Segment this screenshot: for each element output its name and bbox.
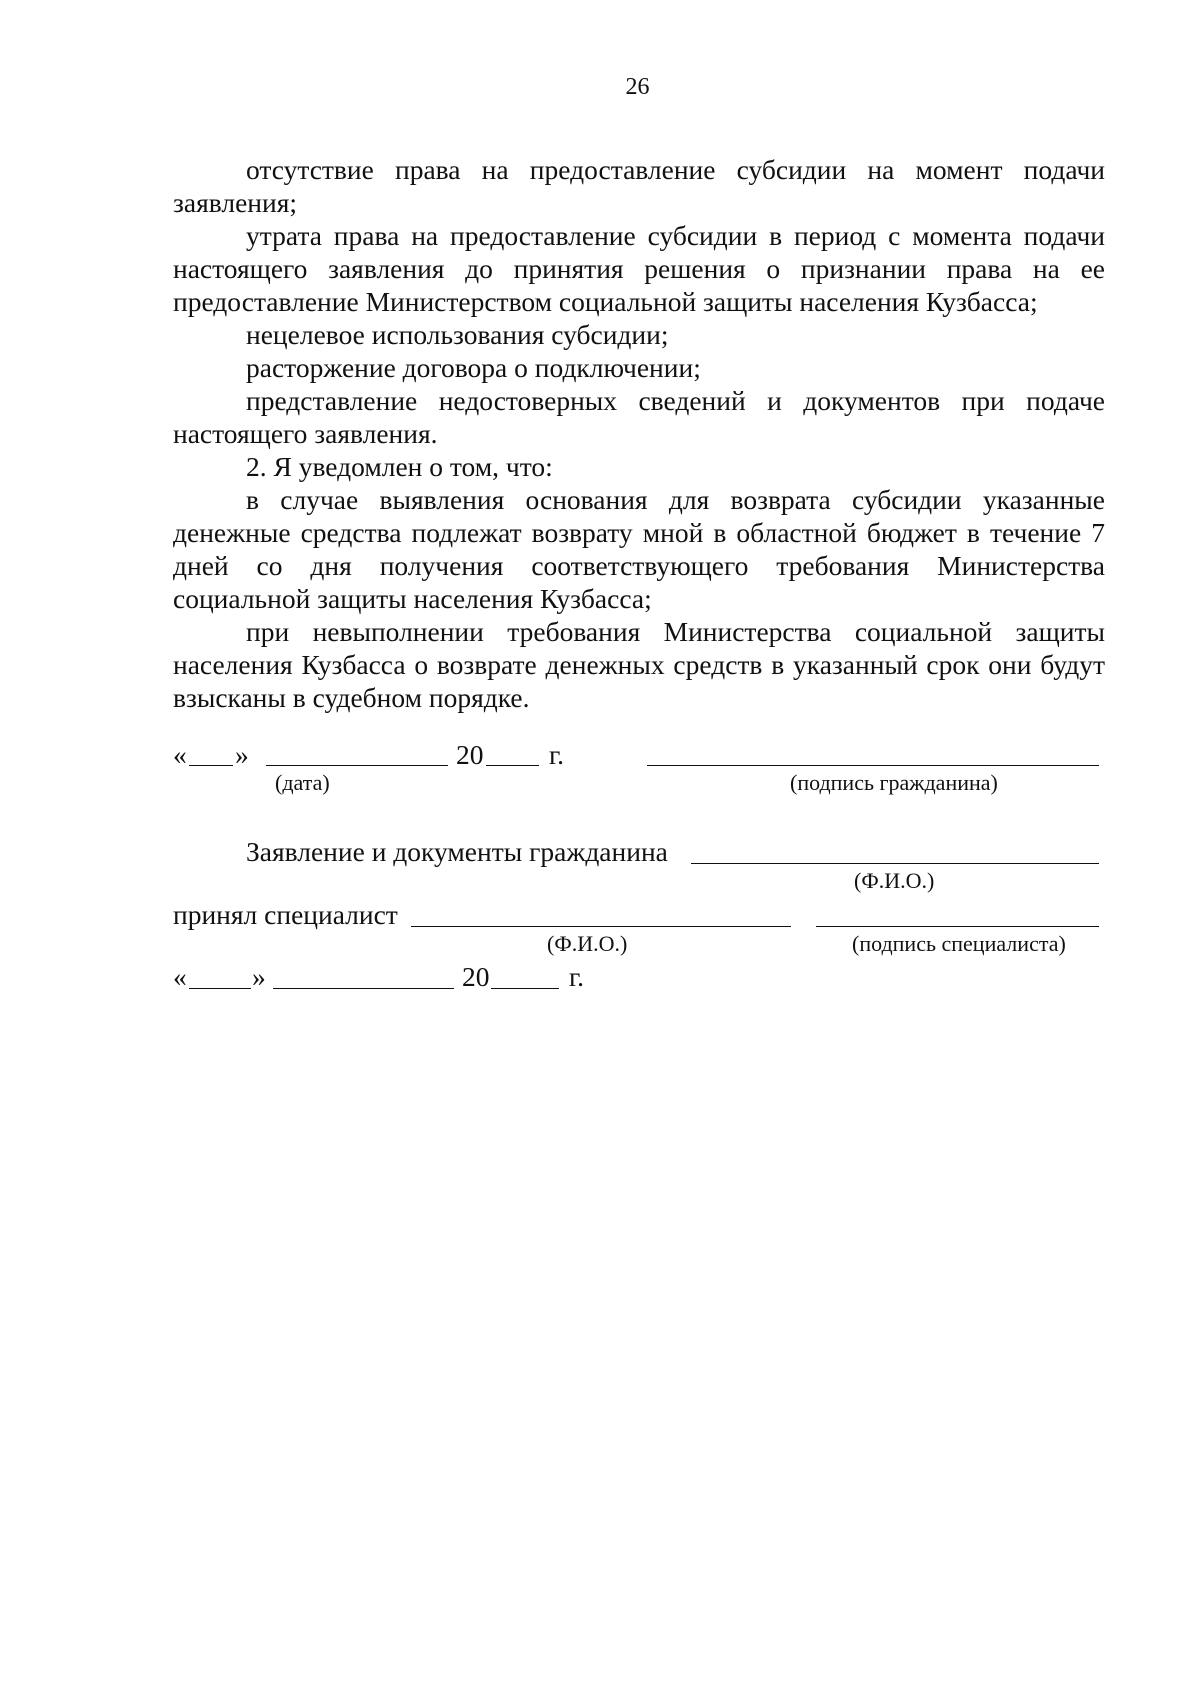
paragraph-contract-termination: расторжение договора о подключении; (246, 352, 701, 383)
paragraph-false-info: представление недостоверных сведений и документов при подаче настоящего заявления. (173, 385, 1105, 449)
page-number: 26 (625, 74, 650, 100)
signature-form (173, 740, 1105, 1000)
specialist-signature-caption: (подпись специалиста) (852, 931, 1066, 956)
paragraph-court-recovery: при невыполнении требования Министерства социальной защиты населения Кузбасса о возврате денежных средств в указанный срок они будут взысканы в судебном порядке. (173, 616, 1105, 713)
citizen-fio-field[interactable] (691, 863, 1099, 864)
date-caption: (дата) (275, 770, 330, 795)
paragraph-misuse: нецелевое использования субсидии; (246, 319, 669, 350)
citizen-fio-caption: (Ф.И.О.) (854, 868, 935, 893)
specialist-fio-caption: (Ф.И.О.) (547, 931, 628, 956)
citizen-signature-caption: (подпись гражданина) (790, 770, 998, 795)
date-quote-open: « (173, 739, 187, 770)
specialist-label: принял специалист (173, 899, 398, 930)
date-year-suffix: г. (549, 739, 565, 770)
document-body (173, 153, 1105, 714)
date-month-field[interactable] (266, 765, 448, 766)
date-quote-close: » (235, 739, 249, 770)
acceptance-label: Заявление и документы гражданина (246, 836, 668, 867)
paragraph-no-right: отсутствие права на предоставление субсидии на момент подачи заявления; (173, 154, 1105, 218)
accept-date-month-field[interactable] (273, 988, 454, 989)
paragraph-refund-term: в случае выявления основания для возврата субсидии указанные денежные средства подлежат возврату мной в областной бюджет в течение 7 дней со дня получения соответствующего требования Министерства социальной защиты населения Кузбасса; (173, 484, 1105, 614)
accept-date-year-suffix: г. (569, 961, 585, 992)
accept-date-day-field[interactable] (189, 988, 251, 989)
specialist-signature-field[interactable] (816, 926, 1099, 927)
accept-date-quote-close: » (252, 961, 266, 992)
paragraph-notified: 2. Я уведомлен о том, что: (246, 451, 553, 482)
accept-date-quote-open: « (173, 961, 187, 992)
accept-date-year-prefix: 20 (462, 961, 490, 992)
date-year-prefix: 20 (456, 739, 484, 770)
citizen-signature-field[interactable] (647, 765, 1099, 766)
specialist-fio-field[interactable] (411, 926, 791, 927)
accept-date-year-field[interactable] (491, 988, 559, 989)
date-year-field[interactable] (486, 765, 539, 766)
date-day-field[interactable] (189, 765, 233, 766)
paragraph-loss-of-right: утрата права на предоставление субсидии в период с момента подачи настоящего заявления до принятия решения о признании права на ее предоставление Министерством социальной защиты населения Кузбасса; (173, 220, 1105, 317)
